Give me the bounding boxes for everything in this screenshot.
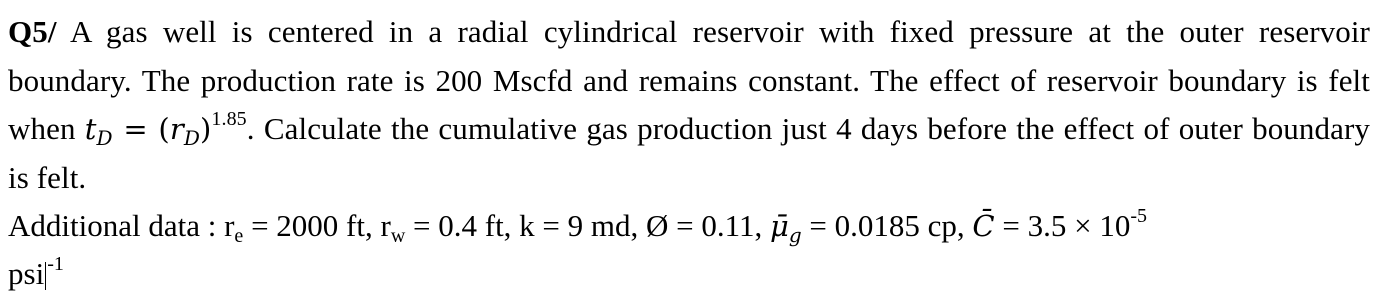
additional-data-line bbox=[8, 202, 1370, 250]
math-t: t bbox=[84, 112, 97, 146]
additional-lead: Additional data : r bbox=[8, 208, 235, 243]
question-text-part1: A gas well is centered in a radial cylindrical reservoir with fixed pressure at the outer reservoir boundary. The production rate is 200 Mscfd and remains constant. The effect of reservoir boundary is felt when bbox=[8, 14, 1370, 146]
question-label: Q5/ bbox=[8, 14, 57, 49]
c-value: = 3.5 × 10 bbox=[994, 208, 1131, 243]
rw-k-phi-values: = 0.4 ft, k = 9 md, Ø = 0.11, bbox=[405, 208, 770, 243]
math-r: r bbox=[169, 112, 184, 146]
c-symbol: C̄ bbox=[972, 209, 995, 243]
mu-symbol: μ̄ bbox=[770, 209, 789, 243]
mu-value: = 0.0185 cp, bbox=[801, 208, 973, 243]
math-exponent: 1.85 bbox=[211, 108, 247, 130]
question-paragraph bbox=[8, 0, 1370, 202]
rw-subscript: w bbox=[390, 225, 406, 247]
unit-exponent: -1 bbox=[47, 253, 64, 275]
question-text-part2: . Calculate the cumulative gas production just 4 days before the effect of outer boundary is felt. bbox=[8, 111, 1370, 195]
unit-line bbox=[8, 250, 1370, 298]
math-r-subscript: D bbox=[183, 126, 200, 150]
re-value: = 2000 ft, r bbox=[243, 208, 391, 243]
mu-subscript: g bbox=[788, 223, 802, 247]
unit-psi: psi bbox=[8, 256, 45, 291]
math-t-subscript: D bbox=[96, 126, 113, 150]
math-close-paren: ) bbox=[199, 112, 212, 146]
math-equals: = ( bbox=[112, 112, 170, 146]
re-subscript: e bbox=[234, 225, 244, 247]
c-exponent: -5 bbox=[1130, 205, 1148, 227]
document-body bbox=[8, 0, 1370, 298]
